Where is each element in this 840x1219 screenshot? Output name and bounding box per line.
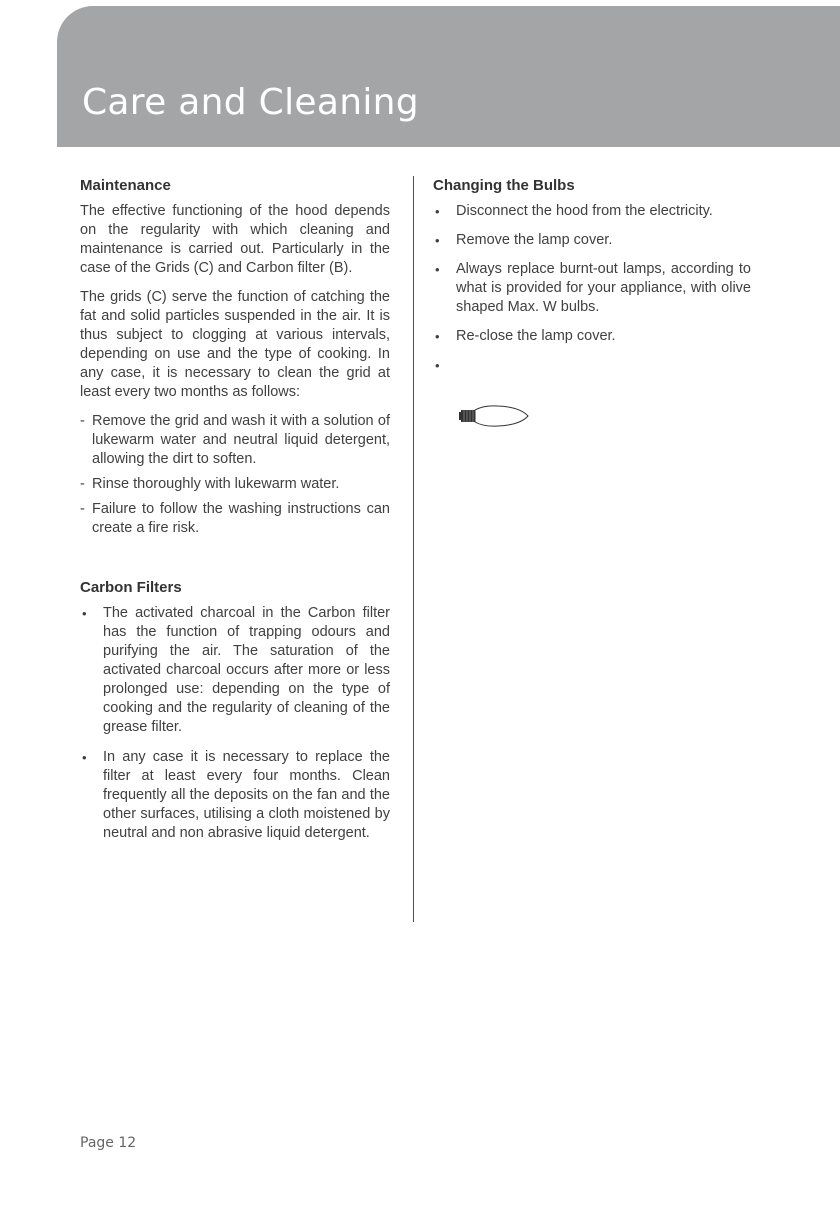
- left-column: [80, 176, 390, 854]
- bullet-marker: •: [82, 750, 87, 765]
- changing-bulbs-list: [433, 202, 751, 375]
- maintenance-paragraph: The effective functioning of the hood depends on the regularity with which cleaning and maintenance is carried out. Particularly in the case of the Grids (C) and Carbon filter (B).: [80, 203, 390, 276]
- list-item: [80, 500, 390, 538]
- list-item: [433, 260, 751, 317]
- page-header: [57, 6, 840, 147]
- list-item: [433, 356, 751, 375]
- dash-marker: -: [80, 476, 85, 492]
- carbon-filters-list: [80, 604, 390, 843]
- changing-bulbs-heading: Changing the Bulbs: [433, 177, 575, 194]
- bullet-marker: •: [435, 329, 440, 344]
- page-title: Care and Cleaning: [82, 82, 419, 123]
- bullet-marker: •: [435, 358, 440, 373]
- list-item: [433, 231, 751, 250]
- list-item: [80, 475, 390, 494]
- maintenance-section: [80, 176, 390, 538]
- list-item-text: Disconnect the hood from the electricity.: [456, 203, 713, 219]
- list-item-text: Remove the lamp cover.: [456, 232, 613, 248]
- list-item-text: Remove the grid and wash it with a solution of lukewarm water and neutral liquid detergent, allowing the dirt to soften.: [92, 413, 390, 467]
- changing-bulbs-section: [433, 176, 751, 375]
- list-item: [80, 604, 390, 737]
- bullet-marker: •: [435, 233, 440, 248]
- list-item: [433, 327, 751, 346]
- dash-marker: -: [80, 501, 85, 517]
- carbon-filters-section: [80, 578, 390, 843]
- column-divider: [413, 176, 414, 922]
- list-item-text: Always replace burnt-out lamps, according to what is provided for your appliance, with olive shaped Max. W bulbs.: [456, 261, 751, 315]
- list-item-text: [456, 357, 460, 373]
- olive-bulb-icon: [458, 404, 530, 428]
- bullet-marker: •: [435, 204, 440, 219]
- maintenance-paragraph: The grids (C) serve the function of catching the fat and solid particles suspended in the air. It is thus subject to clogging at various intervals, depending on use and the type of cooking. In any case, it is necessary to clean the grid at least every two months as follows:: [80, 289, 390, 400]
- list-item: [80, 412, 390, 469]
- list-item-text: In any case it is necessary to replace the filter at least every four months. Clean frequently all the deposits on the fan and the other surfaces, utilising a cloth moistened by neutral and non abrasive liquid detergent.: [103, 749, 390, 841]
- maintenance-heading: Maintenance: [80, 177, 171, 194]
- bullet-marker: •: [82, 606, 87, 621]
- list-item-text: The activated charcoal in the Carbon filter has the function of trapping odours and purifying the air. The saturation of the activated charcoal occurs after more or less prolonged use: depending on the type of cooking and the regularity of cleaning of the grease filter.: [103, 605, 390, 735]
- right-column: [433, 176, 751, 385]
- bulb-contact-icon: [459, 412, 461, 420]
- section-spacer: [80, 544, 390, 578]
- list-item-text: Failure to follow the washing instructions can create a fire risk.: [92, 501, 390, 536]
- list-item: [433, 202, 751, 221]
- list-item-text: Rinse thoroughly with lukewarm water.: [92, 476, 340, 492]
- list-item-text: Re-close the lamp cover.: [456, 328, 616, 344]
- cleaning-steps-list: [80, 412, 390, 538]
- bullet-marker: •: [435, 262, 440, 277]
- page-number: Page 12: [80, 1135, 137, 1151]
- list-item: [80, 748, 390, 843]
- bulb-glass-icon: [475, 406, 528, 426]
- carbon-filters-heading: Carbon Filters: [80, 579, 182, 596]
- dash-marker: -: [80, 413, 85, 429]
